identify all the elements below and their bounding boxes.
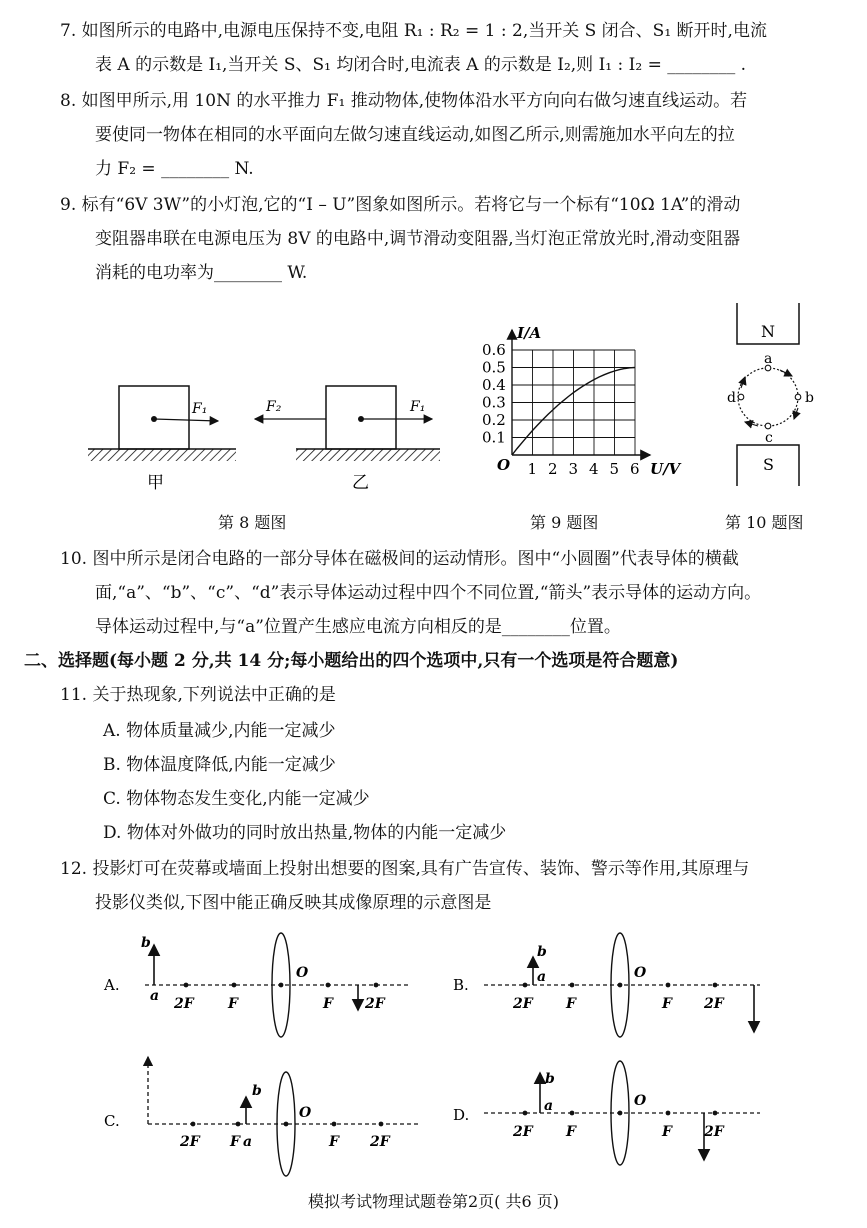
- svg-text:2F: 2F: [180, 1134, 200, 1150]
- q10-line3: 导体运动过程中,与“a”位置产生感应电流方向相反的是________位置。: [95, 617, 621, 637]
- fig10-point-c: [765, 423, 771, 429]
- fig8-label-f2: F₂: [266, 399, 282, 415]
- svg-text:F: F: [323, 996, 333, 1012]
- fig10-point-b: [795, 394, 801, 400]
- svg-text:F: F: [566, 1124, 576, 1140]
- svg-text:b: b: [537, 944, 547, 960]
- fig8-diagram: [88, 386, 440, 493]
- fig8-label-f1-jia: F₁: [192, 401, 208, 417]
- q7-line2: 表 A 的示数是 I₁,当开关 S、S₁ 均闭合时,电流表 A 的示数是 I₂,则 I₁ : I₂ = ________ .: [95, 55, 747, 75]
- fig9-ylabel: I/A: [517, 324, 542, 342]
- q11-option-a: A. 物体质量减少,内能一定减少: [103, 721, 336, 741]
- fig9-xtick-label: 4: [589, 460, 599, 478]
- svg-text:F: F: [228, 996, 238, 1012]
- fig12-a-a: a: [150, 988, 160, 1004]
- fig9-origin: O: [497, 456, 511, 474]
- fig10-label-b: b: [805, 390, 814, 406]
- fig12-option-c: [104, 1057, 420, 1176]
- fig12-a-b: b: [141, 935, 151, 951]
- fig10-label-d: d: [727, 390, 736, 406]
- fig9-caption: 第 9 题图: [530, 513, 599, 532]
- q11-option-c: C. 物体物态发生变化,内能一定减少: [103, 789, 370, 809]
- fig10-label-n: N: [761, 322, 775, 341]
- fig9-xtick-label: 1: [527, 460, 538, 478]
- fig9-ytick-label: 0.5: [482, 358, 506, 377]
- svg-text:2F: 2F: [174, 996, 194, 1012]
- fig12-label-optD: D.: [453, 1106, 470, 1124]
- svg-text:O: O: [296, 965, 309, 981]
- fig8-ground-yi: [296, 449, 440, 461]
- q11-option-d: D. 物体对外做功的同时放出热量,物体的内能一定减少: [103, 823, 507, 843]
- q11-stem: 11. 关于热现象,下列说法中正确的是: [60, 685, 336, 705]
- fig8-ground-jia: [88, 449, 236, 461]
- q8-line1: 8. 如图甲所示,用 10N 的水平推力 F₁ 推动物体,使物体沿水平方向向右做匀速直线运动。若: [60, 91, 748, 111]
- fig10-label-c: c: [765, 430, 773, 446]
- svg-text:b: b: [252, 1083, 262, 1099]
- fig12-option-b: [453, 933, 760, 1037]
- svg-text:2F: 2F: [704, 996, 724, 1012]
- q7-line1: 7. 如图所示的电路中,电源电压保持不变,电阻 R₁ : R₂ = 1 : 2,当开关 S 闭合、S₁ 断开时,电流: [60, 21, 767, 41]
- section-2-heading: 二、选择题(每小题 2 分,共 14 分;每小题给出的四个选项中,只有一个选项是符合题意): [24, 651, 679, 671]
- svg-text:F: F: [230, 1134, 240, 1150]
- q9-line3: 消耗的电功率为________ W.: [95, 263, 308, 283]
- q9-line1: 9. 标有“6V 3W”的小灯泡,它的“I – U”图象如图所示。若将它与一个标有“10Ω 1A”的滑动: [60, 195, 741, 215]
- svg-text:F: F: [662, 1124, 672, 1140]
- q10-line1: 10. 图中所示是闭合电路的一部分导体在磁极间的运动情形。图中“小圆圈”代表导体的横截: [60, 549, 739, 569]
- fig10-path-circle: [738, 368, 798, 426]
- svg-text:F: F: [329, 1134, 339, 1150]
- fig9-xtick-label: 3: [568, 460, 579, 478]
- svg-text:2F: 2F: [513, 996, 533, 1012]
- fig9-ytick-label: 0.4: [482, 376, 506, 394]
- svg-text:a: a: [537, 969, 547, 985]
- q8-line2: 要使同一物体在相同的水平面向左做匀速直线运动,如图乙所示,则需施加水平向左的拉: [95, 125, 735, 145]
- page-footer: 模拟考试物理试题卷第2页( 共6 页): [307, 1192, 560, 1211]
- svg-text:O: O: [299, 1105, 312, 1121]
- fig9-ytick-label: 0.2: [482, 411, 506, 429]
- svg-text:F: F: [566, 996, 576, 1012]
- q10-line2: 面,“a”、“b”、“c”、“d”表示导体运动过程中四个不同位置,“箭头”表示导体的运动方向。: [95, 583, 762, 603]
- fig10-point-d: [738, 394, 744, 400]
- q12-line2: 投影仪类似,下图中能正确反映其成像原理的示意图是: [95, 893, 492, 913]
- fig9-xtick-label: 2: [548, 460, 558, 478]
- svg-text:2F: 2F: [365, 996, 385, 1012]
- fig9-grid: [512, 350, 635, 455]
- fig12-label-optB: B.: [453, 976, 469, 994]
- fig10-label-a: a: [764, 351, 773, 367]
- fig10-caption: 第 10 题图: [725, 513, 804, 532]
- fig9-ytick-label: 0.6: [482, 341, 506, 359]
- svg-text:2F: 2F: [704, 1124, 724, 1140]
- fig8-label-jia: 甲: [147, 473, 164, 493]
- fig12-option-d: [453, 1061, 760, 1165]
- fig10-label-s: S: [763, 455, 774, 474]
- fig9-graph: [482, 324, 682, 478]
- q9-line2: 变阻器串联在电源电压为 8V 的电路中,调节滑动变阻器,当灯泡正常放光时,滑动变阻器: [95, 229, 741, 249]
- svg-text:O: O: [634, 1093, 647, 1109]
- svg-text:2F: 2F: [370, 1134, 390, 1150]
- svg-text:F: F: [662, 996, 672, 1012]
- fig9-xtick-label: 5: [609, 460, 620, 478]
- fig12-label-optC: C.: [104, 1112, 120, 1130]
- q11-option-b: B. 物体温度降低,内能一定减少: [103, 755, 336, 775]
- svg-text:b: b: [545, 1071, 555, 1087]
- fig10-diagram: [727, 303, 814, 486]
- fig8-label-yi: 乙: [352, 473, 369, 493]
- svg-text:O: O: [634, 965, 647, 981]
- fig8-label-f1-yi: F₁: [410, 399, 426, 415]
- fig9-xlabel: U/V: [650, 460, 681, 478]
- svg-text:2F: 2F: [513, 1124, 533, 1140]
- svg-text:a: a: [544, 1098, 554, 1114]
- fig8-caption: 第 8 题图: [218, 513, 287, 532]
- fig9-xtick-label: 6: [630, 460, 640, 478]
- q12-line1: 12. 投影灯可在荧幕或墙面上投射出想要的图案,具有广告宣传、装饰、警示等作用,其原理与: [60, 859, 750, 879]
- fig12-label-optA: A.: [104, 976, 120, 994]
- fig9-ytick-label: 0.3: [482, 393, 506, 412]
- fig12-option-a: [103, 933, 410, 1037]
- svg-text:a: a: [243, 1134, 253, 1150]
- q8-line3: 力 F₂ = ________ N.: [95, 159, 254, 179]
- fig8-arrow-f1-jia: [154, 419, 218, 421]
- fig9-ytick-label: 0.1: [482, 428, 506, 447]
